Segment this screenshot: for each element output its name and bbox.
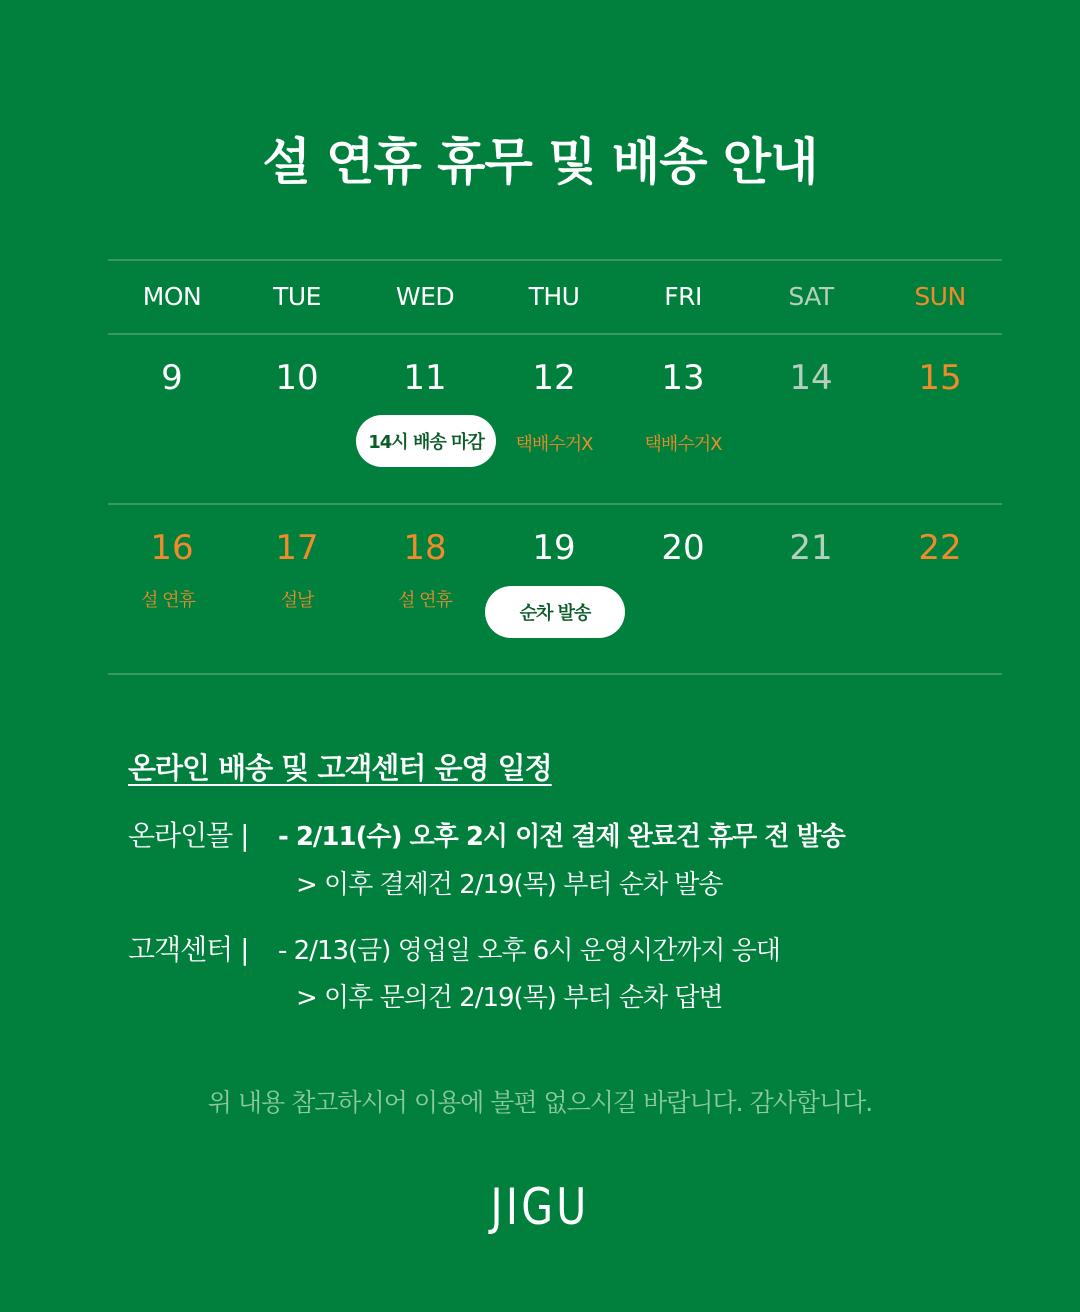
weekday-sun: SUN [914,282,966,311]
thanks-message: 위 내용 참고하시어 이용에 불편 없으시길 바랍니다. 감사합니다. [207,1088,873,1117]
online-mall-line1: - 2/11(수) 오후 2시 이전 결제 완료건 휴무 전 발송 [278,822,845,852]
weekday-mon: MON [142,282,202,311]
weekday-thu: THU [528,282,580,311]
holiday-note: 설날 [280,590,314,611]
day-number: 16 [150,528,194,568]
no-pickup-note: 택배수거X [644,434,722,455]
divider [108,673,1002,675]
day-number: 21 [789,528,833,568]
page-title: 설 연휴 휴무 및 배송 안내 [262,133,818,191]
day-number: 10 [275,358,319,398]
customer-center-line1: - 2/13(금) 영업일 오후 6시 운영시간까지 응대 [278,936,780,966]
day-number: 13 [661,358,705,398]
customer-center-label: 고객센터 | [128,933,249,966]
holiday-note: 설 연휴 [141,590,195,611]
day-number: 14 [789,358,833,398]
day-number: 11 [403,358,447,398]
online-mall-line2: > 이후 결제건 2/19(목) 부터 순차 발송 [296,870,723,900]
weekday-fri: FRI [664,282,702,311]
day-number: 22 [918,528,962,568]
day-number: 19 [532,528,576,568]
day-number: 18 [403,528,447,568]
divider [108,259,1002,261]
day-number: 15 [918,358,962,398]
day-number: 20 [661,528,705,568]
online-mall-label: 온라인몰 | [128,819,249,852]
weekday-wed: WED [395,282,455,311]
day-number: 12 [532,358,576,398]
shipping-cutoff-badge: 14시 배송 마감 [356,415,496,467]
holiday-note: 설 연휴 [398,590,452,611]
day-number: 9 [161,358,183,398]
schedule-title: 온라인 배송 및 고객센터 운영 일정 [128,751,552,785]
sequential-shipping-badge: 순차 발송 [485,586,625,638]
customer-center-line2: > 이후 문의건 2/19(목) 부터 순차 답변 [296,983,723,1013]
no-pickup-note: 택배수거X [515,434,593,455]
divider [108,503,1002,505]
weekday-sat: SAT [788,282,834,311]
brand-logo: JIGU [490,1178,590,1236]
weekday-tue: TUE [273,282,321,311]
day-number: 17 [275,528,319,568]
divider [108,333,1002,335]
